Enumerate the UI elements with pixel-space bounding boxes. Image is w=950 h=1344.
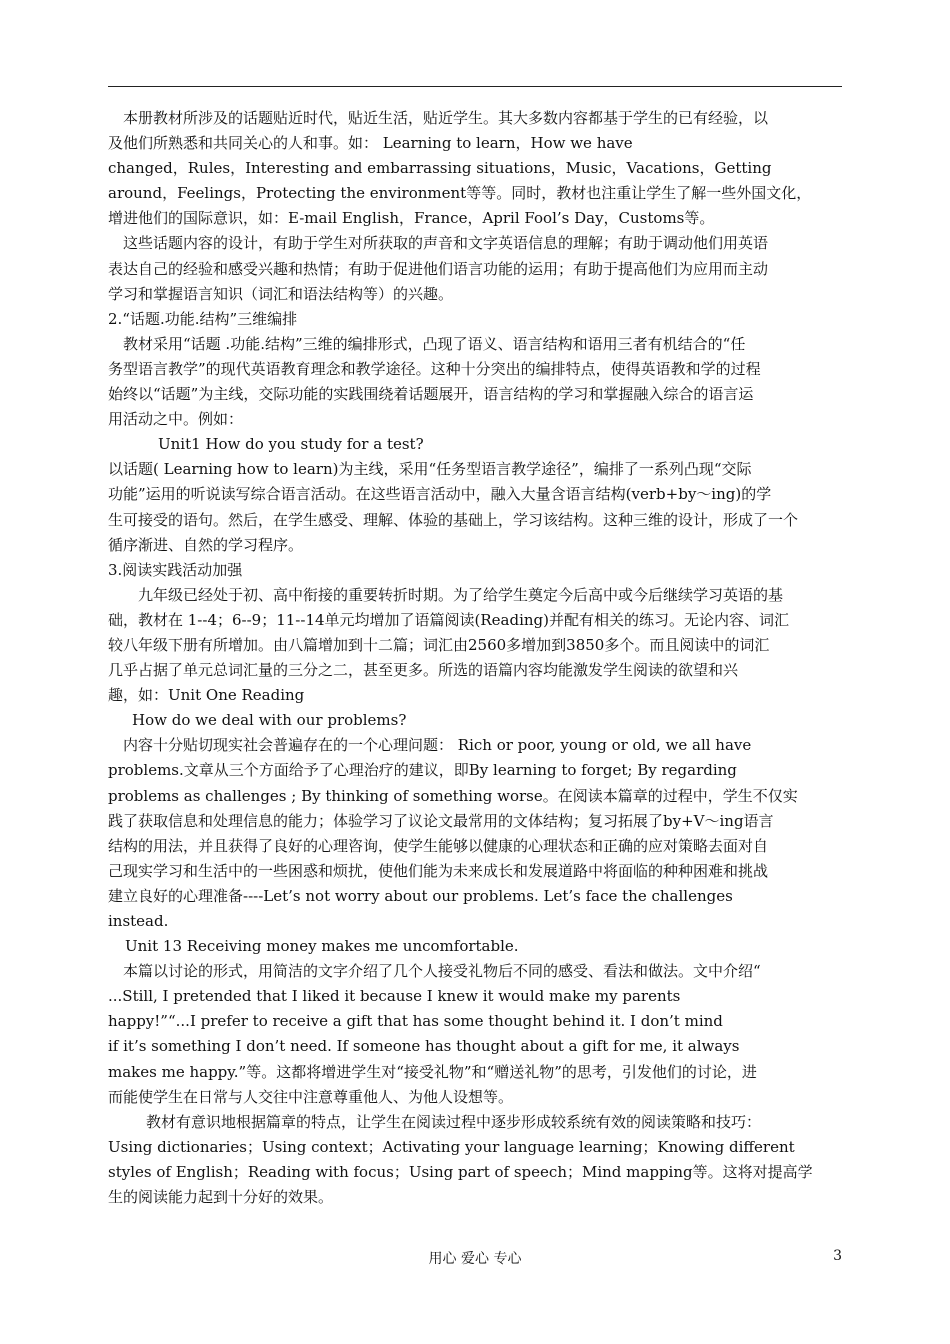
page-number: 3 (833, 1248, 842, 1264)
text-line: 趣，如：Unit One Reading (108, 686, 305, 705)
text-line: 本篇以讨论的形式，用简洁的文字介绍了几个人接受礼物后不同的感受、看法和做法。文中介绍“ (123, 962, 761, 981)
text-line: 几乎占据了单元总词汇量的三分之二，甚至更多。所选的语篇内容均能激发学生阅读的欲望和兴 (108, 661, 739, 680)
text-line: 践了获取信息和处理信息的能力；体验学习了议论文最常用的文体结构；复习拓展了by+V～ing语言 (108, 811, 774, 830)
text-line: around，Feelings，Protecting the environment等等。同时，教材也注重让学生了解一些外国文化， (108, 184, 812, 203)
text-line: 表达自己的经验和感受兴趣和热情；有助于促进他们语言功能的运用；有助于提高他们为应用而主动 (108, 259, 769, 278)
text-line: 及他们所熟悉和共同关心的人和事。如： Learning to learn，How we have (108, 134, 633, 153)
text-line: 教材有意识地根据篇章的特点，让学生在阅读过程中逐步形成较系统有效的阅读策略和技巧： (146, 1112, 762, 1131)
text-line: 结构的用法，并且获得了良好的心理咨询，使学生能够以健康的心理状态和正确的应对策略去面对自 (108, 836, 769, 855)
text-line: styles of English；Reading with focus；Using part of speech；Mind mapping等。这将对提高学 (108, 1162, 813, 1181)
footer-motto: 用心 爱心 专心 (428, 1251, 522, 1267)
text-line: problems as challenges ; By thinking of something worse。在阅读本篇章的过程中，学生不仅实 (108, 786, 798, 805)
example-title: Unit1 How do you study for a test? (158, 435, 424, 454)
text-line: 较八年级下册有所增加。由八篇增加到十二篇；词汇由2560多增加到3850多个。而且阅读中的词汇 (108, 635, 770, 654)
text-line: 建立良好的心理准备----Let’s not worry about our problems. Let’s face the challenges (108, 886, 733, 905)
text-line: 始终以“话题”为主线，交际功能的实践围绕着话题展开，语言结构的学习和掌握融入综合的语言运 (108, 385, 754, 404)
text-line: 用活动之中。例如： (108, 410, 244, 429)
text-line: 本册教材所涉及的话题贴近时代，贴近生活，贴近学生。其大多数内容都基于学生的已有经验，以 (123, 109, 769, 127)
example-title: How do we deal with our problems? (132, 711, 407, 730)
text-line: 这些话题内容的设计，有助于学生对所获取的声音和文字英语信息的理解；有助于调动他们用英语 (123, 234, 769, 253)
example-title: Unit 13 Receiving money makes me uncomfortable. (125, 937, 519, 956)
text-line: 学习和掌握语言知识（词汇和语法结构等）的兴趣。 (108, 284, 454, 303)
text-line: 功能”运用的听说读写综合语言活动。在这些语言活动中，融入大量含语言结构(verb+by～ing)的学 (108, 485, 772, 504)
text-line: if it’s something I don’t need. If someone has thought about a gift for me, it always (108, 1037, 740, 1056)
text-line: 生的阅读能力起到十分好的效果。 (108, 1188, 334, 1207)
text-line: makes me happy.”等。这都将增进学生对“接受礼物”和“赠送礼物”的思考，引发他们的讨论，进 (108, 1062, 757, 1081)
text-line: Using dictionaries；Using context；Activating your language learning；Knowing different (108, 1137, 795, 1156)
header-rule (108, 86, 842, 87)
text-line: instead. (108, 912, 169, 930)
text-line: 生可接受的语句。然后，在学生感受、理解、体验的基础上，学习该结构。这种三维的设计，形成了一个 (108, 510, 799, 529)
text-line: 务型语言教学”的现代英语教育理念和教学途径。这种十分突出的编排特点，使得英语教和学的过程 (108, 359, 761, 378)
text-line: happy!”“...I prefer to receive a gift that has some thought behind it. I don’t mind (108, 1012, 723, 1031)
text-line: 增进他们的国际意识，如：E-mail English，France，April Fool’s Day，Customs等。 (108, 209, 715, 228)
text-line: 循序渐进、自然的学习程序。 (108, 535, 304, 554)
text-line: problems.文章从三个方面给予了心理治疗的建议，即By learning to forget; By regarding (108, 761, 737, 780)
section-heading: 2.“话题.功能.结构”三维编排 (108, 309, 298, 328)
text-line: 九年级已经处于初、高中衔接的重要转折时期。为了给学生奠定今后高中或今后继续学习英语的基 (138, 585, 784, 604)
text-line: ...Still, I pretended that I liked it because I knew it would make my parents (108, 987, 681, 1006)
text-line: 以话题( Learning how to learn)为主线，采用“任务型语言教学途径”，编排了一系列凸现“交际 (108, 460, 752, 479)
text-line: 内容十分贴切现实社会普遍存在的一个心理问题： Rich or poor, young or old, we all have (123, 736, 752, 755)
text-line: changed，Rules，Interesting and embarrassing situations，Music，Vacations，Getting (108, 159, 772, 178)
section-heading: 3.阅读实践活动加强 (108, 560, 243, 579)
text-line: 教材采用“话题 .功能.结构”三维的编排形式，凸现了语义、语言结构和语用三者有机结合的“任 (123, 334, 746, 353)
text-line: 己现实学习和生活中的一些困惑和烦扰，使他们能为未来成长和发展道路中将面临的种种困难和挑战 (108, 861, 769, 880)
text-line: 础，教材在 1--4；6--9；11--14单元均增加了语篇阅读(Reading)并配有相关的练习。无论内容、词汇 (108, 610, 790, 629)
text-line: 而能使学生在日常与人交往中注意尊重他人、为他人设想等。 (108, 1087, 514, 1106)
page-footer (0, 1248, 950, 1268)
body-text (108, 106, 842, 1210)
